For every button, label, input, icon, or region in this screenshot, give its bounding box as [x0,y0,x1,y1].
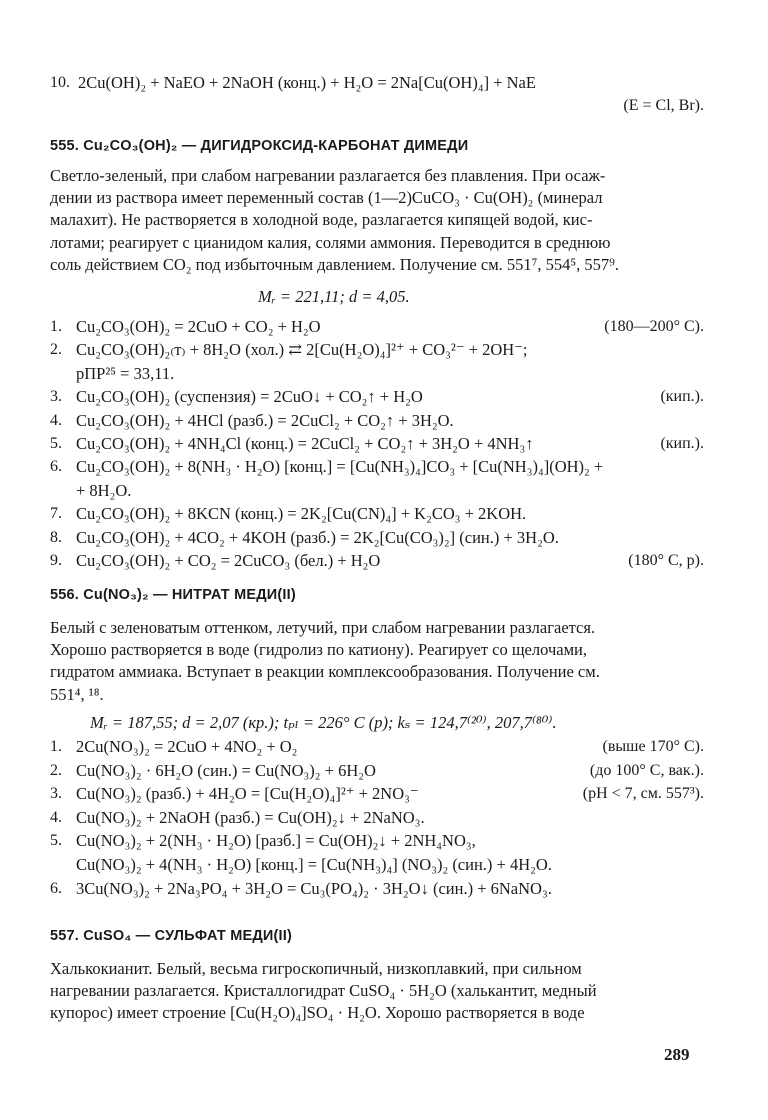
section-heading-555: 555. Cu₂CO₃(OH)₂ — ДИГИДРОКСИД-КАРБОНАТ ДИМЕДИ [50,138,469,154]
reaction-condition: (E = Cl, Br). [623,97,704,114]
reaction-equation: Cu₂CO₃(OH)₂ + 8(NH₃ · H₂O) [конц.] = [Cu(NH₃)₄]CO₃ + [Cu(NH₃)₄](OH)₂ + [76,457,604,477]
reaction-number: 6. [50,458,62,476]
section-heading-556: 556. Cu(NO₃)₂ — НИТРАТ МЕДИ(II) [50,587,296,603]
reaction-condition: (кип.). [660,388,704,406]
reaction-number: 4. [50,808,62,826]
reaction-equation: Cu(NO₃)₂ + 4(NH₃ · H₂O) [конц.] = [Cu(NH₃)₄] (NO₃)₂ (син.) + 4H₂O. [76,855,552,874]
desc-line: гидратом аммиака. Вступает в реакции комплексообразования. Получение см. [50,662,600,682]
desc-line: дении из раствора имеет переменный состав (1—2)CuCO₃ · Cu(OH)₂ (минерал [50,188,603,208]
desc-line: соль действием CO₂ под избыточным давлением. Получение см. 551⁷, 554⁵, 557⁹. [50,254,620,274]
reaction-number: 10. [50,74,70,91]
reaction-equation: pПР²⁵ = 33,11. [76,363,175,383]
desc-line: Халькокианит. Белый, весьма гигроскопичный, низкоплавкий, при сильном [50,959,582,978]
section-heading-557: 557. CuSO₄ — СУЛЬФАТ МЕДИ(II) [50,928,293,944]
reaction-equation: 2Cu(OH)₂ + NaEO + 2NaOH (конц.) + H₂O = 2Na[Cu(OH)₄] + NaE [78,73,536,92]
reaction-condition: (кип.). [660,435,704,452]
reaction-number: 1. [50,738,62,755]
desc-line: лотами; реагирует с цианидом калия, солями аммония. Переводится в среднюю [50,232,611,252]
reaction-number: 5. [50,832,62,850]
reaction-equation: Cu₂CO₃(OH)₂ (суспензия) = 2CuO↓ + CO₂↑ + H₂O [76,387,423,407]
section-description-557 [50,958,700,1025]
reaction-equation: Cu₂CO₃(OH)₂ + CO₂ = 2CuCO₃ (бел.) + H₂O [76,551,381,570]
desc-line: Белый с зеленоватым оттенком, летучий, при слабом нагревании разлагается. [50,618,596,637]
reaction-equation: Cu₂CO₃(OH)₂ + 8KCN (конц.) = 2K₂[Cu(CN)₄] + K₂CO₃ + 2KOH. [76,504,527,524]
reaction-condition: (180° C, p). [628,552,704,569]
reaction-equation: 3Cu(NO₃)₂ + 2Na₃PO₄ + 3H₂O = Cu₃(PO₄)₂ · 3H₂O↓ (син.) + 6NaNO₃. [76,878,552,898]
reaction-equation: Cu₂CO₃(OH)₂ + 4HCl (разб.) = 2CuCl₂ + CO₂↑ + 3H₂O. [76,410,454,430]
reaction-equation: 2Cu(NO₃)₂ = 2CuO + 4NO₂ + O₂ [76,737,298,756]
reaction-number: 4. [50,411,62,429]
reaction-number: 9. [50,552,62,569]
reaction-condition: (pH < 7, см. 557³). [582,785,704,803]
reaction-number: 6. [50,879,62,897]
reaction-equation: Cu₂CO₃(OH)₂ + 4CO₂ + 4KOH (разб.) = 2K₂[Cu(CO₃)₂] (син.) + 3H₂O. [76,527,559,547]
desc-line: Светло-зеленый, при слабом нагревании разлагается без плавления. При осаж- [50,166,606,185]
reaction-number: 2. [50,341,62,359]
desc-line: 551⁴, ¹⁸. [50,684,104,704]
reaction-number: 3. [50,388,62,406]
reaction-equation: + 8H₂O. [76,480,132,500]
reaction-equation: Cu₂CO₃(OH)₂ = 2CuO + CO₂ + H₂O [76,317,321,336]
section-description-555 [50,165,700,276]
properties-555: Mᵣ = 221,11; d = 4,05. [258,287,410,306]
reaction-number: 1. [50,318,62,335]
reaction-number: 7. [50,505,62,523]
desc-line: купорос) имеет строение [Cu(H₂O)₄]SO₄ · H₂O. Хорошо растворяется в воде [50,1003,585,1023]
desc-line: малахит). Не растворяется в холодной воде, разлагается кипящей водой, кис- [50,210,593,230]
reaction-condition: (выше 170° C). [602,738,704,755]
reaction-number: 2. [50,761,62,779]
reaction-number: 8. [50,528,62,546]
reaction-equation: Cu(NO₃)₂ + 2NaOH (разб.) = Cu(OH)₂↓ + 2NaNO₃. [76,807,425,827]
reaction-equation: Cu(NO₃)₂ · 6H₂O (син.) = Cu(NO₃)₂ + 6H₂O [76,760,376,780]
reaction-number: 3. [50,785,62,803]
reaction-condition: (180—200° C). [604,318,704,335]
desc-line: нагревании разлагается. Кристаллогидрат CuSO₄ · 5H₂O (халькантит, медный [50,981,597,1001]
properties-556: Mᵣ = 187,55; d = 2,07 (кр.); tₚₗ = 226° C (p); kₛ = 124,7⁽²⁰⁾, 207,7⁽⁸⁰⁾. [90,713,557,732]
reaction-condition: (до 100° C, вак.). [589,761,704,779]
desc-line: Хорошо растворяется в воде (гидролиз по катиону). Реагирует со щелочами, [50,640,587,660]
reaction-number: 5. [50,435,62,452]
reaction-equation: Cu(NO₃)₂ (разб.) + 4H₂O = [Cu(H₂O)₄]²⁺ + 2NO₃⁻ [76,784,419,804]
section-description-556 [50,617,700,706]
reaction-equation: Cu₂CO₃(OH)₂ + 4NH₄Cl (конц.) = 2CuCl₂ + CO₂↑ + 3H₂O + 4NH₃↑ [76,434,534,453]
reaction-equation: Cu₂CO₃(OH)₂₍т₎ + 8H₂O (хол.) ⇄ 2[Cu(H₂O)₄]²⁺ + CO₃²⁻ + 2OH⁻; [76,340,528,360]
reaction-equation: Cu(NO₃)₂ + 2(NH₃ · H₂O) [разб.] = Cu(OH)₂↓ + 2NH₄NO₃, [76,831,476,851]
page-number: 289 [664,1045,690,1064]
